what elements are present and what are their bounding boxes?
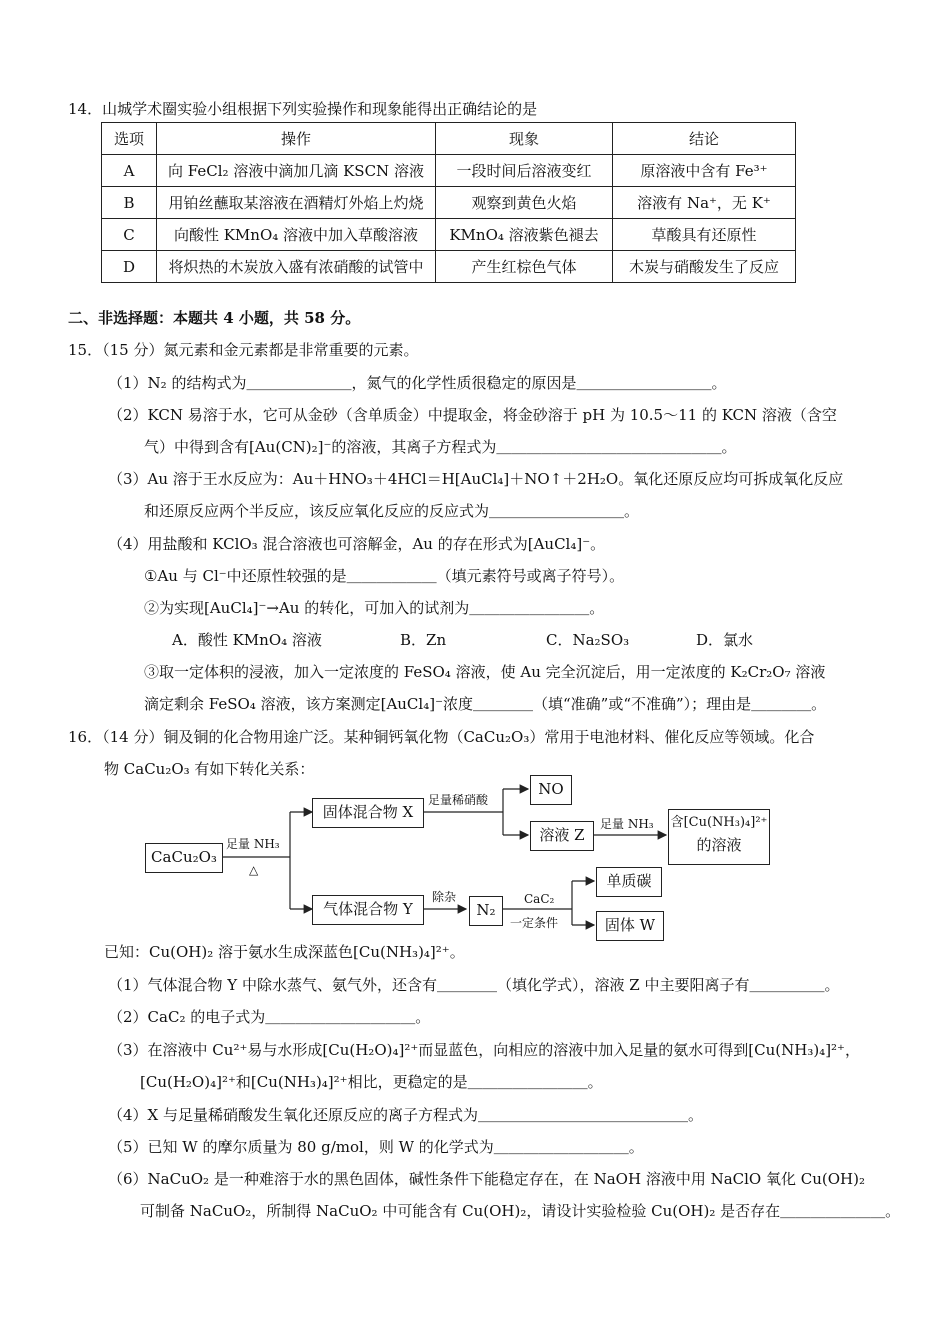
section-heading: 二、非选择题：本题共 4 小题，共 58 分。 (68, 309, 361, 327)
q15-stem: 15．（15 分）氮元素和金元素都是非常重要的元素。 (68, 341, 419, 359)
q15-part4-sub3-line2: 滴定剩余 FeSO₄ 溶液，该方案测定[AuCl₄]⁻浓度＿＿＿＿（填“准确”或“不准确”）；理由是＿＿＿＿。 (144, 695, 827, 713)
row-option: B (102, 187, 157, 219)
row-option: A (102, 155, 157, 187)
q15-part4-sub1: ①Au 与 Cl⁻中还原性较强的是＿＿＿＿＿＿（填元素符号或离子符号）。 (144, 567, 625, 585)
flow-cond-heat: △ (249, 863, 259, 877)
q16-stem-line2: 物 CaCu₂O₃ 有如下转化关系： (104, 760, 315, 778)
flow-cond-nh3: 足量 NH₃ (226, 837, 280, 851)
row-conclusion: 原溶液中含有 Fe³⁺ (613, 155, 796, 187)
q15-part4-sub2: ②为实现[AuCl₄]⁻→Au 的转化，可加入的试剂为＿＿＿＿＿＿＿＿。 (144, 599, 605, 617)
q16-part6-line2: 可制备 NaCuO₂，所制得 NaCuO₂ 中可能含有 Cu(OH)₂，请设计实验检验 Cu(OH)₂ 是否存在＿＿＿＿＿＿＿。 (140, 1202, 901, 1220)
row-operation: 向酸性 KMnO₄ 溶液中加入草酸溶液 (157, 219, 436, 251)
flow-box-complex (668, 809, 770, 865)
row-phenomenon: 一段时间后溶液变红 (436, 155, 613, 187)
row-phenomenon: 产生红棕色气体 (436, 251, 613, 283)
q16-part2: （2）CaC₂ 的电子式为＿＿＿＿＿＿＿＿＿＿。 (108, 1008, 431, 1026)
q15-part3-line1: （3）Au 溶于王水反应为：Au＋HNO₃＋4HCl＝H[AuCl₄]＋NO↑＋2H₂O。氧化还原反应均可拆成氧化反应 (108, 470, 844, 488)
row-operation: 用铂丝蘸取某溶液在酒精灯外焰上灼烧 (157, 187, 436, 219)
row-conclusion: 溶液有 Na⁺，无 K⁺ (613, 187, 796, 219)
q15-part2-line1: （2）KCN 易溶于水，它可从金砂（含单质金）中提取金，将金砂溶于 pH 为 10.5～11 的 KCN 溶液（含空 (108, 406, 837, 424)
row-phenomenon: KMnO₄ 溶液紫色褪去 (436, 219, 613, 251)
q16-part3-line2: [Cu(H₂O)₄]²⁺和[Cu(NH₃)₄]²⁺相比，更稳定的是＿＿＿＿＿＿＿＿。 (140, 1073, 603, 1091)
q16-part6-line1: （6）NaCuO₂ 是一种难溶于水的黑色固体，碱性条件下能稳定存在，在 NaOH 溶液中用 NaClO 氧化 Cu(OH)₂ (108, 1170, 865, 1188)
choice-b: B．Zn (400, 631, 447, 649)
q15-part2-line2: 气）中得到含有[Au(CN)₂]⁻的溶液，其离子方程式为＿＿＿＿＿＿＿＿＿＿＿＿＿＿＿。 (144, 438, 737, 456)
q16-part5: （5）已知 W 的摩尔质量为 80 g/mol，则 W 的化学式为＿＿＿＿＿＿＿＿＿。 (108, 1138, 644, 1156)
flow-cond-nh3-2: 足量 NH₃ (600, 817, 654, 831)
choice-c: C．Na₂SO₃ (546, 631, 630, 649)
flow-box-no: NO (530, 775, 572, 805)
q16-part3-line1: （3）在溶液中 Cu²⁺易与水形成[Cu(H₂O)₄]²⁺而显蓝色，向相应的溶液中加入足量的氨水可得到[Cu(NH₃)₄]²⁺， (108, 1041, 860, 1059)
row-operation: 向 FeCl₂ 溶液中滴加几滴 KSCN 溶液 (157, 155, 436, 187)
q15-part1: （1）N₂ 的结构式为＿＿＿＿＿＿＿，氮气的化学性质很稳定的原因是＿＿＿＿＿＿＿＿＿。 (108, 374, 727, 392)
q16-part4: （4）X 与足量稀硝酸发生氧化还原反应的离子方程式为＿＿＿＿＿＿＿＿＿＿＿＿＿＿。 (108, 1106, 703, 1124)
header-operation: 操作 (157, 123, 436, 155)
q16-known: 已知：Cu(OH)₂ 溶于氨水生成深蓝色[Cu(NH₃)₄]²⁺。 (104, 943, 465, 961)
flow-box-carbon: 单质碳 (596, 867, 662, 897)
q14-stem: 14．山城学术圈实验小组根据下列实验操作和现象能得出正确结论的是 (68, 100, 538, 118)
header-phenomenon: 现象 (436, 123, 613, 155)
row-conclusion: 草酸具有还原性 (613, 219, 796, 251)
flow-box-w: 固体 W (596, 911, 664, 941)
flow-cond-certain: 一定条件 (510, 916, 559, 930)
choice-a: A．酸性 KMnO₄ 溶液 (172, 631, 322, 649)
flow-start-box: CaCu₂O₃ (145, 843, 223, 873)
flow-box-n2: N₂ (469, 896, 503, 926)
q15-part4: （4）用盐酸和 KClO₃ 混合溶液也可溶解金，Au 的存在形式为[AuCl₄]⁻。 (108, 535, 606, 553)
q16-stem-line1: 16．（14 分）铜及铜的化合物用途广泛。某种铜钙氧化物（CaCu₂O₃）常用于电池材料、催化反应等领域。化合 (68, 728, 815, 746)
flow-box-z: 溶液 Z (530, 821, 594, 851)
row-option: C (102, 219, 157, 251)
row-option: D (102, 251, 157, 283)
header-option: 选项 (102, 123, 157, 155)
row-phenomenon: 观察到黄色火焰 (436, 187, 613, 219)
flow-box-y: 气体混合物 Y (312, 895, 424, 925)
flow-cond-purify: 除杂 (432, 890, 457, 904)
choice-d: D．氯水 (696, 631, 754, 649)
row-conclusion: 木炭与硝酸发生了反应 (613, 251, 796, 283)
q15-part4-sub3-line1: ③取一定体积的浸液，加入一定浓度的 FeSO₄ 溶液，使 Au 完全沉淀后，用一定浓度的 K₂Cr₂O₇ 溶液 (144, 663, 826, 681)
q15-part3-line2: 和还原反应两个半反应，该反应氧化反应的反应式为＿＿＿＿＿＿＿＿＿。 (144, 502, 640, 520)
row-operation: 将炽热的木炭放入盛有浓硝酸的试管中 (157, 251, 436, 283)
flow-complex-line1: 含[Cu(NH₃)₄]²⁺ (670, 815, 768, 830)
flow-complex-line2: 的溶液 (696, 836, 742, 854)
flow-box-x: 固体混合物 X (312, 798, 424, 828)
header-conclusion: 结论 (613, 123, 796, 155)
flow-cond-nitric: 足量稀硝酸 (428, 793, 489, 807)
q16-part1: （1）气体混合物 Y 中除水蒸气、氨气外，还含有＿＿＿＿（填化学式），溶液 Z 中主要阳离子有＿＿＿＿＿。 (108, 976, 840, 994)
flow-cond-cac2: CaC₂ (524, 892, 555, 906)
